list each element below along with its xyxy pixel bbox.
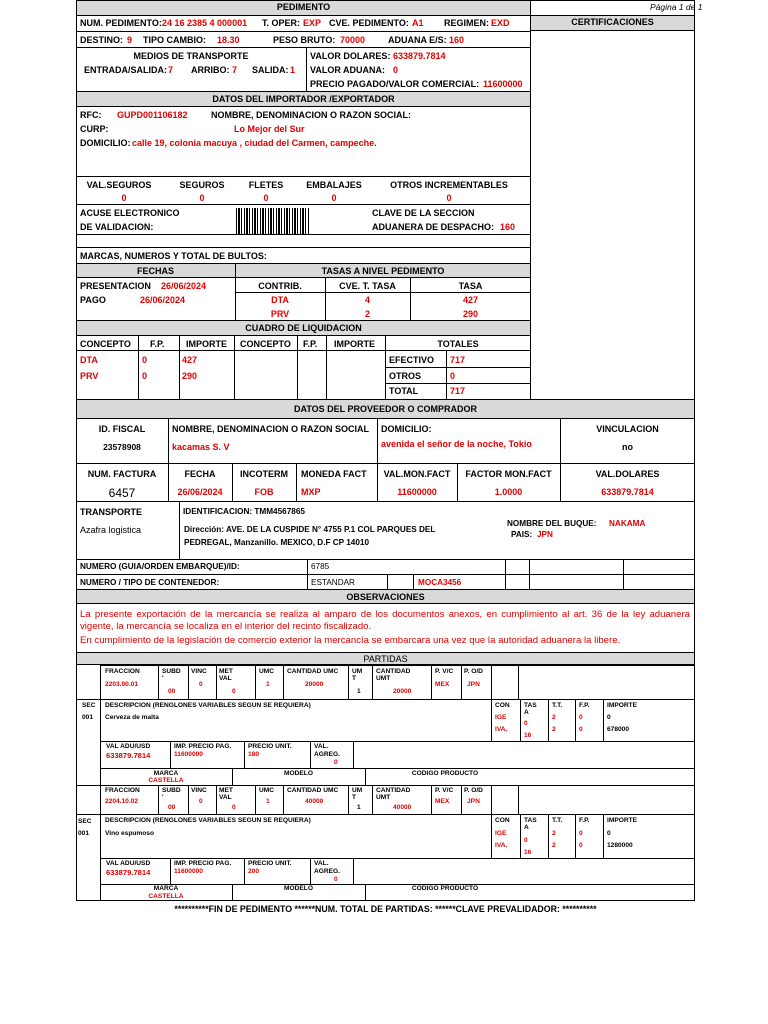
p2-met-label: MET	[219, 787, 233, 794]
cve-tasa-header: CVE. T. TASA	[339, 281, 396, 291]
p1-subd-label: SUBD	[162, 668, 181, 675]
p2-pvc-label: P. V/C	[435, 787, 454, 794]
efectivo-label: EFECTIVO	[389, 355, 435, 365]
p1-tas-label: TAS	[524, 702, 537, 709]
val-dolares-value: 633879.7814	[601, 487, 654, 497]
proveedor-domicilio-label: DOMICILIO:	[381, 424, 432, 434]
aduana-label: ADUANA E/S:	[388, 35, 447, 45]
p1-subd-value: 00	[168, 688, 176, 695]
p1-met-val-value: 0	[232, 688, 236, 695]
p2-fraccion-value: 2204.10.02	[105, 798, 139, 805]
medios-transporte-label: MEDIOS DE TRANSPORTE	[133, 51, 249, 61]
p2-tt-label: T.T.	[552, 817, 563, 824]
pais-label: PAIS:	[511, 530, 533, 539]
clave-seccion-label-2: ADUANERA DE DESPACHO:	[372, 222, 495, 232]
buque-value: NAKAMA	[609, 519, 646, 528]
p1-cantidad-umt-value: 20000	[393, 688, 412, 695]
acuse-label-1: ACUSE ELECTRONICO	[80, 208, 180, 218]
incoterm-label: INCOTERM	[240, 469, 288, 479]
p1-codigo-label: CODIGO PRODUCTO	[411, 770, 479, 777]
clave-seccion-label-1: CLAVE DE LA SECCION	[372, 208, 475, 218]
p1-pvc-value: MEX	[435, 681, 450, 688]
rfc-label: RFC:	[80, 110, 102, 120]
otros-incrementables-value: 0	[446, 193, 452, 203]
p1-precio-unit-value: 180	[248, 751, 260, 758]
observaciones-text-1: La presente exportación de la mercancía se realiza al amparo de los documentos anexos, en cumplimiento al art. 36 de la ley aduanera vigente, la mercancía se localiza en el interior del recinto fiscalizado.	[80, 609, 690, 632]
liq-fp-2: 0	[142, 371, 148, 381]
p2-pod-value: JPN	[467, 798, 480, 805]
p1-pvc-label: P. V/C	[435, 668, 454, 675]
marcas-label: MARCAS, NUMEROS Y TOTAL DE BULTOS:	[80, 251, 267, 261]
p1-umt-label: UMT	[376, 675, 391, 682]
regimen-label: REGIMEN:	[444, 18, 489, 28]
p1-marca-label: MARCA	[153, 770, 179, 777]
p2-precio-unit-label: PRECIO UNIT.	[248, 860, 292, 867]
transporte-label: TRANSPORTE	[80, 507, 143, 517]
p2-val-adu-value: 633879.7814	[106, 868, 151, 877]
valor-aduana-value: 0	[393, 65, 399, 75]
p1-sec-value: 001	[82, 714, 94, 721]
footer-text: **********FIN DE PEDIMENTO ******NUM. TOTAL DE PARTIDAS: ******CLAVE PREVALIDADOR: **********	[174, 904, 597, 914]
p1-importe-1: 0	[607, 714, 611, 721]
p2-sec-label: SEC	[78, 818, 92, 825]
clave-seccion-value: 160	[500, 222, 516, 232]
fp-header-2: F.P.	[303, 339, 318, 349]
tasa-value-1: 427	[462, 295, 479, 305]
p1-imp-precio-label: IMP. PRECIO PAG.	[174, 743, 232, 750]
liquidacion-title: CUADRO DE LIQUIDACION	[245, 323, 362, 333]
regimen-value: EXD	[491, 18, 510, 28]
num-pedimento-label: NUM. PEDIMENTO:	[80, 18, 162, 28]
moneda-label: MONEDA FACT	[301, 469, 367, 479]
p2-val-label: VAL	[219, 794, 232, 801]
p2-con-label: CON	[495, 817, 510, 824]
id-fiscal-label: ID. FISCAL	[98, 424, 146, 434]
p2-modelo-label: MODELO	[284, 885, 313, 892]
fechas-title: FECHAS	[136, 266, 174, 276]
page-number: Página 1 de 1	[650, 2, 703, 12]
direccion-line-1: Dirección: AVE. DE LA CUSPIDE N° 4755 P.1 COL PARQUES DEL	[184, 525, 436, 534]
transporte-value: Azafra logistica	[80, 525, 142, 535]
p1-fp-2: 0	[579, 726, 583, 733]
buque-label: NOMBRE DEL BUQUE:	[507, 519, 597, 528]
vinculacion-value: no	[622, 442, 633, 452]
arribo-label: ARRIBO:	[191, 65, 230, 75]
concepto-header-1: CONCEPTO	[80, 339, 131, 349]
rfc-value: GUPD001106182	[117, 110, 188, 120]
p2-cantidad-umc-value: 40000	[305, 798, 324, 805]
p1-marca-value: CASTELLA	[148, 777, 184, 784]
embalajes-value: 0	[331, 193, 337, 203]
importe-header-1: IMPORTE	[186, 339, 228, 349]
cve-pedimento-value: A1	[412, 18, 424, 28]
p1-modelo-label: MODELO	[284, 770, 313, 777]
contenedor-value: MOCA3456	[418, 578, 462, 587]
seguros-value: 0	[199, 193, 205, 203]
p2-pod-label: P. O/D	[464, 787, 483, 794]
val-seguros-value: 0	[121, 193, 127, 203]
p1-vinc-label: VINC	[191, 668, 207, 675]
p1-con-label: CON	[495, 702, 510, 709]
certificaciones-box	[530, 15, 695, 400]
guia-label: NUMERO (GUIA/ORDEN EMBARQUE)/ID:	[80, 562, 240, 571]
fecha-value: 26/06/2024	[177, 487, 223, 497]
p2-fp-1: 0	[579, 830, 583, 837]
p1-tasa-1: 0	[524, 720, 528, 727]
p2-con-2: IVA.	[495, 842, 508, 849]
p1-val-agreg-value: 0	[334, 759, 338, 766]
val-dolares-label: VAL.DOLARES	[595, 469, 660, 479]
p1-umc-value: 1	[266, 681, 270, 688]
razon-social-label: NOMBRE, DENOMINACION O RAZON SOCIAL:	[211, 110, 411, 120]
p2-importe-1: 0	[607, 830, 611, 837]
val-mon-fact-value: 11600000	[397, 487, 437, 497]
p2-tasa-2: 16	[524, 849, 532, 856]
concepto-header-2: CONCEPTO	[240, 339, 291, 349]
factor-label: FACTOR MON.FACT	[465, 469, 552, 479]
p1-tasa-2: 16	[524, 732, 532, 739]
cve-pedimento-label: CVE. PEDIMENTO:	[329, 18, 409, 28]
p2-descripcion-value: Vino espumoso	[105, 830, 154, 837]
liq-concepto-2: PRV	[80, 371, 99, 381]
p2-cantidad-umc-label: CANTIDAD UMC	[287, 787, 339, 794]
p2-umt-label: UMT	[376, 794, 391, 801]
p2-um-label: UM	[352, 787, 363, 794]
factor-value: 1.0000	[494, 487, 523, 497]
importe-header-2: IMPORTE	[334, 339, 376, 349]
entrada-salida-label: ENTRADA/SALIDA:	[84, 65, 167, 75]
destino-value: 9	[127, 35, 133, 45]
p2-val-adu-label: VAL ADU/USD	[106, 860, 151, 867]
p1-umc-label: UMC	[259, 668, 275, 675]
p2-subd-label: SUBD	[162, 787, 181, 794]
p2-umc-value: 1	[266, 798, 270, 805]
p2-cantidad-umt-value: 40000	[393, 804, 412, 811]
p2-vinc-label: VINC	[191, 787, 207, 794]
p1-tas-a-label: A	[524, 709, 529, 716]
p1-importe-2: 678000	[607, 726, 630, 733]
p2-importe-2: 1280000	[607, 842, 633, 849]
barcode-image	[236, 208, 310, 234]
observaciones-text-2: En cumplimiento de la legislación de comercio exterior la mercancía se embarcara una vez que la autoridad aduanera la libere.	[80, 635, 621, 646]
p1-agreg-label: AGREG.	[314, 751, 341, 758]
p2-tas-label: TAS	[524, 817, 537, 824]
tipo-cambio-value: 18.30	[217, 35, 240, 45]
contrib-header: CONTRIB.	[258, 281, 302, 291]
aduana-value: 160	[449, 35, 465, 45]
p2-cantidad-label: CANTIDAD	[376, 787, 411, 794]
p1-vinc-value: 0	[199, 681, 203, 688]
tasa-cve-2: 2	[364, 309, 370, 319]
valor-aduana-label: VALOR ADUANA:	[310, 65, 385, 75]
embalajes-label: EMBALAJES	[306, 180, 362, 190]
tasa-contrib-2: PRV	[270, 309, 290, 319]
incoterm-value: FOB	[254, 487, 274, 497]
p2-met-val-value: 0	[232, 804, 236, 811]
p1-importe-label: IMPORTE	[607, 702, 638, 709]
p1-um-label: UM	[352, 668, 363, 675]
p2-subd-value: 00	[168, 804, 176, 811]
num-factura-value: 6457	[108, 486, 136, 500]
tasa-cve-1: 4	[364, 295, 370, 305]
p2-fp-label: F.P.	[579, 817, 590, 824]
proveedor-nombre-label: NOMBRE, DENOMINACION O RAZON SOCIAL	[172, 424, 369, 434]
p1-val-label: VAL	[219, 675, 232, 682]
seguros-label: SEGUROS	[179, 180, 225, 190]
presentacion-label: PRESENTACION	[80, 281, 151, 291]
proveedor-title: DATOS DEL PROVEEDOR O COMPRADOR	[293, 404, 478, 414]
total-label: TOTAL	[389, 386, 419, 396]
identificacion-value: IDENTIFICACION: TMM4567865	[183, 507, 305, 516]
p2-fp-2: 0	[579, 842, 583, 849]
p1-precio-unit-label: PRECIO UNIT.	[248, 743, 292, 750]
p2-val-agreg-label: VAL.	[314, 860, 329, 867]
pais-value: JPN	[537, 530, 553, 539]
fletes-value: 0	[263, 193, 269, 203]
pago-label: PAGO	[80, 295, 106, 305]
domicilio-value: calle 19, colonia macuya , ciudad del Carmen, campeche.	[132, 138, 377, 148]
peso-bruto-value: 70000	[340, 35, 366, 45]
p2-umt-value: 1	[357, 804, 361, 811]
p1-fp-1: 0	[579, 714, 583, 721]
p1-tt-1: 2	[552, 714, 556, 721]
p2-imp-precio-label: IMP. PRECIO PAG.	[174, 860, 232, 867]
tasa-header: TASA	[458, 281, 483, 291]
vinculacion-label: VINCULACION	[596, 424, 659, 434]
p1-met-label: MET	[219, 668, 233, 675]
p2-tasa-1: 0	[524, 837, 528, 844]
p2-tt-1: 2	[552, 830, 556, 837]
curp-label: CURP:	[80, 124, 109, 134]
fletes-label: FLETES	[248, 180, 284, 190]
liq-fp-1: 0	[142, 355, 148, 365]
p1-umt-value: 1	[357, 688, 361, 695]
id-fiscal-value: 23578908	[103, 442, 141, 452]
entrada-salida-value: 7	[168, 65, 174, 75]
guia-value: 6785	[311, 562, 330, 571]
p1-pod-label: P. O/D	[464, 668, 483, 675]
p1-imp-precio-value: 11600000	[174, 751, 203, 758]
p1-descripcion-value: Cerveza de malta	[105, 714, 159, 721]
presentacion-value: 26/06/2024	[161, 281, 207, 291]
p2-descripcion-label: DESCRIPCION (RENGLONES VARIABLES SEGUN SE REQUIERA)	[105, 817, 311, 824]
p1-fp-label: F.P.	[579, 702, 590, 709]
otros-value: 0	[450, 371, 456, 381]
precio-pagado-value: 11600000	[483, 79, 523, 89]
liq-concepto-1: DTA	[80, 355, 98, 365]
importador-title: DATOS DEL IMPORTADOR /EXPORTADOR	[212, 94, 395, 104]
moneda-value: MXP	[301, 487, 321, 497]
fp-header-1: F.P.	[150, 339, 165, 349]
proveedor-domicilio-value: avenida el señor de la noche, Tokio	[381, 439, 532, 449]
arribo-value: 7	[232, 65, 238, 75]
p2-imp-precio-value: 11600000	[174, 868, 203, 875]
precio-pagado-label: PRECIO PAGADO/VALOR COMERCIAL:	[310, 79, 480, 89]
p1-cantidad-label: CANTIDAD	[376, 668, 411, 675]
pedimento-title: PEDIMENTO	[276, 2, 331, 12]
otros-incrementables-label: OTROS INCREMENTABLES	[390, 180, 508, 190]
p2-codigo-label: CODIGO PRODUCTO	[411, 885, 479, 892]
p2-sec-value: 001	[78, 830, 90, 837]
peso-bruto-label: PESO BRUTO:	[273, 35, 336, 45]
p2-importe-label: IMPORTE	[607, 817, 638, 824]
p1-con-1: IGE	[495, 714, 507, 721]
certificaciones-title: CERTIFICACIONES	[571, 17, 654, 27]
total-value: 717	[450, 386, 466, 396]
p1-val-adu-value: 633879.7814	[106, 751, 151, 760]
p2-umc-label: UMC	[259, 787, 275, 794]
p1-sec-label: SEC	[82, 702, 96, 709]
contenedor-tipo: ESTANDAR	[311, 578, 355, 587]
t-oper-label: T. OPER:	[262, 18, 301, 28]
p1-t-label: T	[352, 675, 357, 682]
p1-fraccion-value: 2203.00.01	[105, 681, 139, 688]
p1-subd-dot: '	[162, 675, 164, 682]
fecha-label: FECHA	[184, 469, 216, 479]
p1-tt-label: T.T.	[552, 702, 563, 709]
razon-social-value: Lo Mejor del Sur	[234, 124, 305, 134]
num-pedimento-value: 24 16 2385 4 000001	[162, 18, 248, 28]
liq-importe-2: 290	[182, 371, 198, 381]
valor-dolares-label: VALOR DOLARES:	[310, 51, 391, 61]
p2-agreg-label: AGREG.	[314, 868, 341, 875]
tipo-cambio-label: TIPO CAMBIO:	[143, 35, 206, 45]
p1-tt-2: 2	[552, 726, 556, 733]
p1-val-agreg-label: VAL.	[314, 743, 329, 750]
totales-header: TOTALES	[437, 339, 479, 349]
liq-importe-1: 427	[182, 355, 198, 365]
acuse-label-2: DE VALIDACION:	[80, 222, 154, 232]
p2-tt-2: 2	[552, 842, 556, 849]
p1-con-2: IVA.	[495, 726, 508, 733]
observaciones-title: OBSERVACIONES	[346, 592, 425, 602]
p2-precio-unit-value: 200	[248, 868, 260, 875]
efectivo-value: 717	[450, 355, 466, 365]
p1-descripcion-label: DESCRIPCION (RENGLONES VARIABLES SEGUN SE REQUIERA)	[105, 702, 311, 709]
salida-value: 1	[290, 65, 296, 75]
p2-fraccion-label: FRACCION	[105, 787, 140, 794]
p1-cantidad-umc-label: CANTIDAD UMC	[287, 668, 339, 675]
tasas-title: TASAS A NIVEL PEDIMENTO	[321, 266, 445, 276]
val-mon-fact-label: VAL.MON.FACT	[383, 469, 451, 479]
destino-label: DESTINO:	[80, 35, 124, 45]
p2-pvc-value: MEX	[435, 798, 450, 805]
p2-marca-label: MARCA	[153, 885, 179, 892]
p2-marca-value: CASTELLA	[148, 893, 184, 900]
pago-value: 26/06/2024	[140, 295, 186, 305]
p1-pod-value: JPN	[467, 681, 480, 688]
p1-val-adu-label: VAL ADU/USD	[106, 743, 151, 750]
val-seguros-label: VAL.SEGUROS	[86, 180, 152, 190]
certificaciones-top-cell	[530, 0, 695, 16]
p2-vinc-value: 0	[199, 798, 203, 805]
num-factura-label: NUM. FACTURA	[87, 469, 157, 479]
tasa-contrib-1: DTA	[271, 295, 289, 305]
valor-dolares-value: 633879.7814	[393, 51, 446, 61]
direccion-line-2: PEDREGAL, Manzanillo. MEXICO, D.F CP 14010	[184, 538, 370, 547]
p2-con-1: IGE	[495, 830, 507, 837]
proveedor-nombre-value: kacamas S. V	[172, 442, 230, 452]
t-oper-value: EXP	[303, 18, 322, 28]
p2-tas-a-label: A	[524, 824, 529, 831]
tasa-value-2: 290	[462, 309, 479, 319]
salida-label: SALIDA:	[252, 65, 289, 75]
p2-subd-dot: '	[162, 794, 164, 801]
partidas-title: PARTIDAS	[363, 654, 408, 664]
p2-t-label: T	[352, 794, 357, 801]
p1-fraccion-label: FRACCION	[105, 668, 140, 675]
p1-cantidad-umc-value: 20000	[305, 681, 324, 688]
contenedor-label: NUMERO / TIPO DE CONTENEDOR:	[80, 578, 220, 587]
p2-val-agreg-value: 0	[334, 876, 338, 883]
otros-label: OTROS	[389, 371, 422, 381]
domicilio-label: DOMICILIO:	[80, 138, 131, 148]
